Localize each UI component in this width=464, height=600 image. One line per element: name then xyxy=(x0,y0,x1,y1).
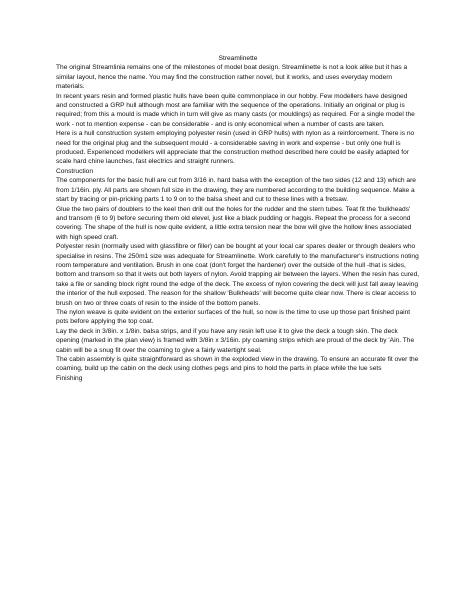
construction-paragraph: Glue the two pairs of doublers to the keel then drill out the holes for the rudder and the stern tubes. Teat fit the 'bulkheads' and transom (6 to 9) before securing them old elevel, just like a black pudding or haggis. Repeat the process for a second covering. The shape of the hull is now quite evident, a little extra tension near the bow will give the hollow lines associated with high speed craft. xyxy=(56,205,412,241)
intro-paragraph: In recent years resin and formed plastic hulls have been quite commonplace in our hobby. Few modellers have designed and constructed a GRP hull although most are familiar with the sequence of the operations. Initially an original or plug is required; from this a mould is made which in turn will give as many casts (or mouldings) as required. For a single model the work - not to mention expense - can be considerable - and is only economical when a number of casts are taken. xyxy=(56,92,415,128)
document-title: Streamlinette xyxy=(218,55,258,62)
construction-paragraph: Lay the deck in 3/8in. x 1/8in. balsa strips, and if you have any resin left use it to give the deck a tough skin. The deck opening (marked in the plan view) is framed with 3/8in x 3/16in. ply coaming strips which are proud of the deck by 'Ain. The cabin will be a snug fit over the coaming to give a fairly watertight seal. xyxy=(56,327,415,354)
construction-heading: Construction xyxy=(56,167,94,175)
construction-paragraph: The nylon weave is quite evident on the exterior surfaces of the hull, so now is the time to use up those part finished paint pots before applying the top coat. xyxy=(56,308,411,326)
construction-paragraph: The components for the basic hull are cut from 3/16 in. hard balsa with the exception of the two sides (12 and 13) which are from 1/16in. ply. All parts are shown full size in the drawing, they are numbered according to the building sequence. Make a start by tracing or pin-pricking parts 1 to 9 on to the balsa sheet and cut to these lines with a fretsaw. xyxy=(56,177,416,204)
construction-paragraph: Polyester resin (normally used with glassfibre or filler) can be bought at your local car spares dealer or through dealers who specialise in resins. The 250m1 size was adequate for Streamlinette. Work carefully to the manufacturer's instructions noting room temperature and ventilation. Brush in one coat (don't forget the hardener) over the outside of the hull -that is sides, bottom and transom so that it wets out both layers of nylon. Avoid trapping air between the layers. When the resin has cured, take a file or sanding block right round the edge of the deck. The excess of nylon covering the deck will just fall away leaving the interior of the hull exposed. The reason for the shallow 'Bulkheads' will become quite clear now. There is clear access to brush on two or three coats of resin to the inside of the bottom panels. xyxy=(56,243,420,307)
intro-paragraph: Here is a hull construction system employing polyester resin (used in GRP hulls) with nylon as a reinforcement. There is no need for the original plug and the subsequent mould - a considerable saving in work and expense - but only one hull is produced. Experienced modellers will appreciate that the construction method described here could be easily adapted for scale hard chine launches, fast electrics and straight runners. xyxy=(56,130,415,166)
intro-paragraph: The original Streamlinia remains one of the milestones of model boat design. Streamlinette is not a look alike but it has a similar layout, hence the name. You may find the construction rather novel, but it works, and uses everyday modern materials. xyxy=(56,64,408,91)
document-page xyxy=(56,54,420,383)
construction-paragraph: The cabin assembly is quite straightforward as shown in the exploded view in the drawing. To ensure an accurate fit over the coaming, build up the cabin on the deck using clothes pegs and pins to hold the parts in place while the lue sets xyxy=(56,356,419,373)
finishing-heading: Finishing xyxy=(56,374,83,382)
